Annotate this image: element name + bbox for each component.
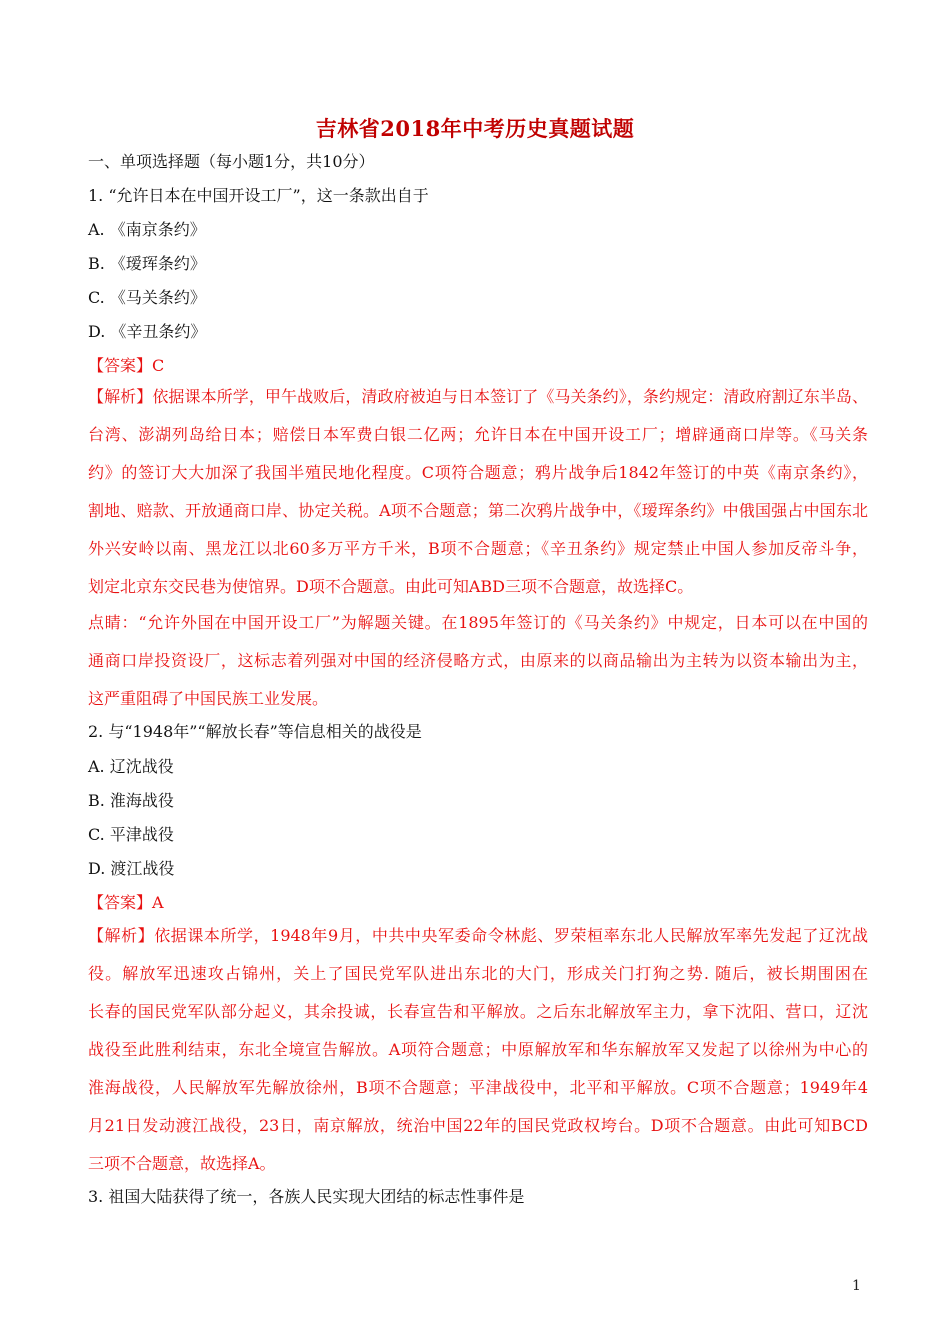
analysis-line: 【解析】依据课本所学，甲午战败后，清政府被迫与日本签订了《马关条约》，条约规定：清政府割辽东半岛、 <box>88 387 868 406</box>
section-heading: 一、单项选择题（每小题1分，共10分） <box>88 152 375 171</box>
analysis-line: 外兴安岭以南、黑龙江以北60多万平方千米，B项不合题意；《辛丑条约》规定禁止中国人参加反帝斗争， <box>88 539 868 558</box>
question-1-option-a: A. 《南京条约》 <box>88 220 206 239</box>
tip-line: 这严重阻碍了中国民族工业发展。 <box>88 689 329 708</box>
analysis-line: 役。解放军迅速攻占锦州，关上了国民党军队进出东北的大门，形成关门打狗之势. 随后，被长期围困在 <box>88 964 868 983</box>
question-2-analysis <box>88 917 868 1183</box>
analysis-line: 约》的签订大大加深了我国半殖民地化程度。C项符合题意；鸦片战争后1842年签订的中英《南京条约》， <box>88 463 868 482</box>
question-3-stem: 3. 祖国大陆获得了统一，各族人民实现大团结的标志性事件是 <box>88 1187 525 1206</box>
question-2-answer: 【答案】A <box>88 893 164 912</box>
question-2-stem: 2. 与“1948年”“解放长春”等信息相关的战役是 <box>88 722 422 741</box>
question-2-option-d: D. 渡江战役 <box>88 859 175 878</box>
analysis-line: 台湾、澎湖列岛给日本；赔偿日本军费白银二亿两；允许日本在中国开设工厂；增辟通商口岸等。《马关条 <box>88 425 868 444</box>
question-1-stem: 1. “允许日本在中国开设工厂”，这一条款出自于 <box>88 186 429 205</box>
analysis-line: 月21日发动渡江战役，23日，南京解放，统治中国22年的国民党政权垮台。D项不合题意。由此可知BCD <box>88 1116 868 1135</box>
analysis-line: 划定北京东交民巷为使馆界。D项不合题意。由此可知ABD三项不合题意，故选择C。 <box>88 577 694 596</box>
question-1-tip <box>88 604 868 718</box>
question-1-option-d: D. 《辛丑条约》 <box>88 322 207 341</box>
page-number: 1 <box>852 1278 861 1294</box>
question-2-option-c: C. 平津战役 <box>88 825 174 844</box>
analysis-line: 长春的国民党军队部分起义，其余投诚，长春宣告和平解放。之后东北解放军主力，拿下沈阳、营口，辽沈 <box>88 1002 868 1021</box>
analysis-line: 割地、赔款、开放通商口岸、协定关税。A项不合题意；第二次鸦片战争中，《瑷珲条约》中俄国强占中国东北 <box>88 501 868 520</box>
question-1-answer: 【答案】C <box>88 356 165 375</box>
question-1-analysis <box>88 378 868 606</box>
question-1-option-b: B. 《瑷珲条约》 <box>88 254 206 273</box>
analysis-line: 淮海战役，人民解放军先解放徐州，B项不合题意；平津战役中，北平和平解放。C项不合题意；1949年4 <box>88 1078 868 1097</box>
question-2-option-b: B. 淮海战役 <box>88 791 174 810</box>
tip-line: 通商口岸投资设厂，这标志着列强对中国的经济侵略方式，由原来的以商品输出为主转为以资本输出为主， <box>88 651 868 670</box>
analysis-line: 三项不合题意，故选择A。 <box>88 1154 276 1173</box>
analysis-line: 【解析】依据课本所学，1948年9月，中共中央军委命令林彪、罗荣桓率东北人民解放军率先发起了辽沈战 <box>88 926 868 945</box>
question-1-option-c: C. 《马关条约》 <box>88 288 206 307</box>
page-title: 吉林省2018年中考历史真题试题 <box>315 116 635 141</box>
analysis-line: 战役至此胜利结束，东北全境宣告解放。A项符合题意；中原解放军和华东解放军又发起了以徐州为中心的 <box>88 1040 868 1059</box>
question-2-option-a: A. 辽沈战役 <box>88 757 174 776</box>
tip-line: 点睛：“允许外国在中国开设工厂”为解题关键。在1895年签订的《马关条约》中规定，日本可以在中国的 <box>88 613 868 632</box>
